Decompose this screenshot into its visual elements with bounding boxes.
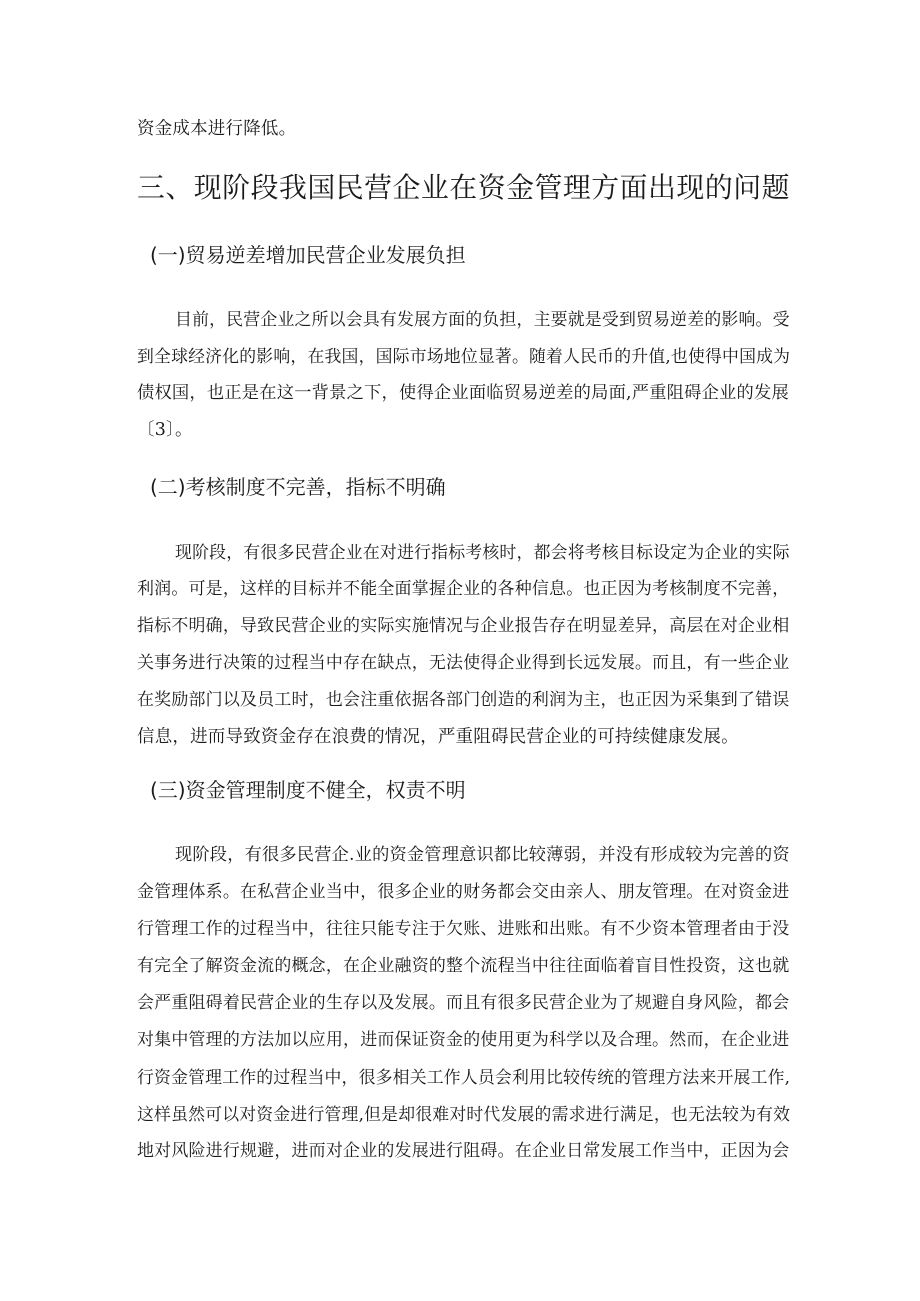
paragraph-line: 这样虽然可以对资金进行管理,但是却很难对时代发展的需求进行满足，也无法较为有效 <box>137 1104 791 1124</box>
section-title: 三、现阶段我国民营企业在资金管理方面出现的问题 <box>137 171 790 204</box>
paragraph-line: 债权国，也正是在这一背景之下，使得企业面临贸易逆差的局面,严重阻碍企业的发展 <box>137 383 789 403</box>
paragraph-line: 会严重阻碍着民营企业的生存以及发展。而且有很多民营企业为了规避自身风险，都会 <box>137 993 790 1013</box>
paragraph-line: 目前，民营企业之所以会具有发展方面的负担，主要就是受到贸易逆差的影响。受 <box>175 309 790 329</box>
paragraph-line: 到全球经济化的影响，在我国，国际市场地位显著。随着人民币的升值,也使得中国成为 <box>137 346 791 366</box>
paragraph-line: 指标不明确，导致民营企业的实际实施情况与企业报告存在明显差异，高层在对企业相 <box>137 616 790 636</box>
paragraph-line: 对集中管理的方法加以应用，进而保证资金的使用更为科学以及合理。然而，在企业进 <box>137 1030 790 1050</box>
paragraph-line: 在奖励部门以及员工时，也会注重依据各部门创造的利润为主，也正因为采集到了错误 <box>137 690 790 710</box>
paragraph-line: 行资金管理工作的过程当中，很多相关工作人员会利用比较传统的管理方法来开展工作, <box>137 1067 791 1087</box>
paragraph-line: 现阶段，有很多民营企业在对进行指标考核时，都会将考核目标设定为企业的实际 <box>175 542 790 562</box>
subsection-1-heading: (一)贸易逆差增加民营企业发展负担 <box>150 243 466 267</box>
subsection-2-heading: (二)考核制度不完善，指标不明确 <box>150 475 446 499</box>
paragraph-line: 利润。可是，这样的目标并不能全面掌握企业的各种信息。也正因为考核制度不完善， <box>137 579 790 599</box>
paragraph-line: 信息，进而导致资金存在浪费的情况，严重阻碍民营企业的可持续健康发展。 <box>137 727 739 747</box>
paragraph-line: 关事务进行决策的过程当中存在缺点，无法使得企业得到长远发展。而且，有一些企业 <box>137 653 790 673</box>
paragraph-line: 地对风险进行规避，进而对企业的发展进行阻碍。在企业日常发展工作当中，正因为会 <box>137 1141 790 1161</box>
paragraph-line: 有完全了解资金流的概念，在企业融资的整个流程当中往往面临着盲目性投资，这也就 <box>137 956 790 976</box>
subsection-3-heading: (三)资金管理制度不健全，权责不明 <box>150 778 466 802</box>
paragraph-line: 现阶段，有很多民营企.业的资金管理意识都比较薄弱，并没有形成较为完善的资 <box>175 845 790 865</box>
paragraph-line: 〔3〕。 <box>137 420 193 440</box>
continuation-line: 资金成本进行降低。 <box>137 119 297 139</box>
paragraph-line: 金管理体系。在私营企业当中，很多企业的财务都会交由亲人、朋友管理。在对资金进 <box>137 882 790 902</box>
paragraph-line: 行管理工作的过程当中，往往只能专注于欠账、进账和出账。有不少资本管理者由于没 <box>137 919 790 939</box>
